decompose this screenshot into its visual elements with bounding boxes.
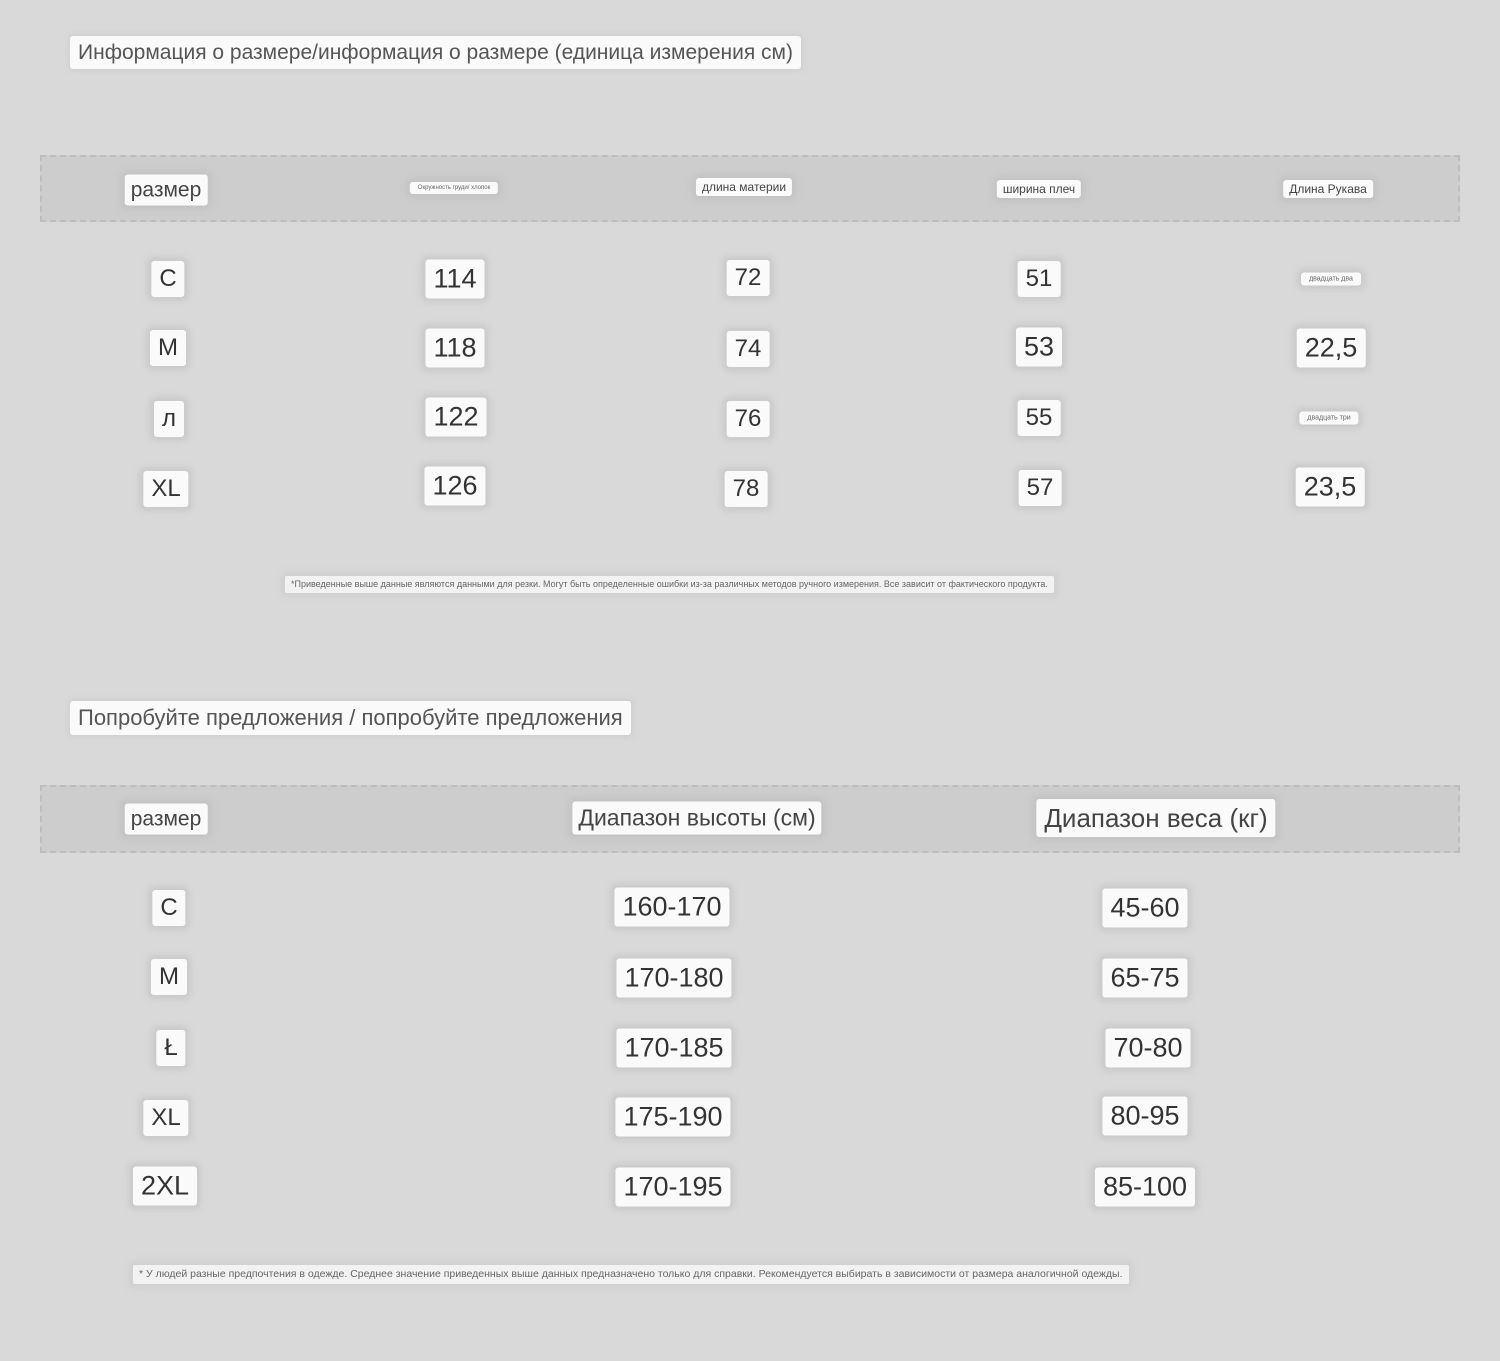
chest-cell: 114 (425, 260, 484, 299)
chest-cell: 122 (425, 398, 486, 437)
size-cell: 2XL (133, 1167, 197, 1206)
suggestions-title: Попробуйте предложения / попробуйте предложения (70, 701, 631, 735)
shoulder-cell: 53 (1016, 328, 1062, 367)
header-size: размер (125, 175, 208, 206)
height-cell: 175-190 (615, 1098, 730, 1137)
header-size: размер (125, 804, 208, 835)
sleeve-cell: 22,5 (1297, 329, 1366, 368)
length-cell: 76 (727, 401, 770, 437)
sleeve-cell: двадцать три (1299, 412, 1358, 425)
height-cell: 170-180 (616, 959, 731, 998)
length-cell: 74 (727, 331, 770, 367)
size-cell: XL (143, 471, 188, 507)
header-sleeve: Длина Рукава (1283, 180, 1373, 198)
shoulder-cell: 51 (1018, 261, 1061, 297)
size-cell: XL (143, 1100, 188, 1136)
size-info-note: *Приведенные выше данные являются данными для резки. Могут быть определенные ошибки из-за различных методов ручного измерения. Все зависит от фактического продукта. (285, 576, 1054, 593)
header-chest: Окружность груди/ хлопок (410, 182, 498, 194)
header-height-range: Диапазон высоты (см) (572, 802, 821, 835)
weight-cell: 70-80 (1105, 1029, 1190, 1068)
header-shoulder: ширина плеч (997, 180, 1081, 198)
suggestions-note: * У людей разные предпочтения в одежде. Среднее значение приведенных выше данных предназначено только для справки. Рекомендуется выбирать в зависимости от размера аналогичной одежды. (133, 1265, 1129, 1284)
length-cell: 78 (725, 471, 768, 507)
height-cell: 160-170 (614, 888, 729, 927)
weight-cell: 85-100 (1095, 1168, 1195, 1207)
shoulder-cell: 57 (1019, 470, 1062, 506)
height-cell: 170-185 (616, 1029, 731, 1068)
length-cell: 72 (727, 260, 770, 296)
header-weight-range: Диапазон веса (кг) (1036, 799, 1275, 837)
sleeve-cell: двадцать два (1301, 273, 1361, 286)
size-cell: л (154, 401, 184, 437)
size-cell: Ł (156, 1030, 185, 1066)
size-cell: С (152, 890, 185, 926)
chest-cell: 126 (424, 467, 485, 506)
size-cell: С (151, 261, 184, 297)
size-cell: М (151, 959, 187, 995)
sleeve-cell: 23,5 (1296, 468, 1365, 507)
size-info-title: Информация о размере/информация о размере (единица измерения см) (70, 36, 801, 69)
shoulder-cell: 55 (1018, 400, 1061, 436)
weight-cell: 80-95 (1102, 1097, 1187, 1136)
size-cell: М (150, 330, 186, 366)
weight-cell: 65-75 (1102, 959, 1187, 998)
weight-cell: 45-60 (1102, 889, 1187, 928)
chest-cell: 118 (425, 329, 484, 368)
header-length: длина материи (696, 178, 792, 196)
height-cell: 170-195 (615, 1168, 730, 1207)
